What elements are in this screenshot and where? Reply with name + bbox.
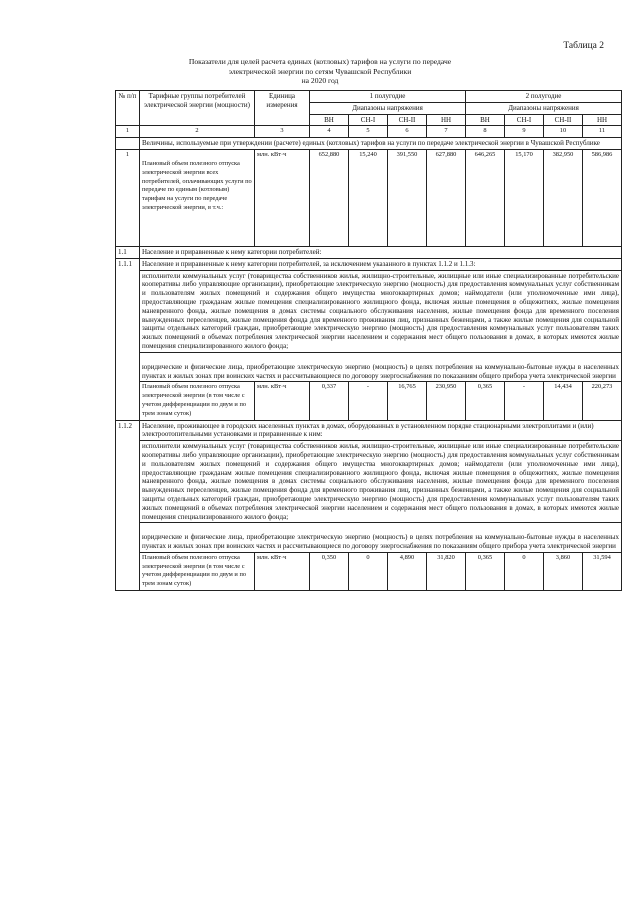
col-number: 9 [505,126,544,138]
value-cell: 4,890 [388,552,427,590]
title-line: на 2020 год [301,76,339,85]
value-cell: 15,170 [505,149,544,246]
value-cell: 0 [349,552,388,590]
row-num: 1 [116,149,140,246]
col-number: 7 [427,126,466,138]
value-cell: 0,337 [310,382,349,420]
row-unit: млн. кВт·ч [255,552,310,590]
row-unit: млн. кВт·ч [255,382,310,420]
header-level: СН-I [505,114,544,126]
row-label: Плановый объем полезного отпуска электрической энергии всех потребителей, оплачивающих услуги по передаче по единым (котловым) тарифам на услуги по передаче электрической энергии, в т.ч.: [140,149,255,246]
title-line: электрической энергии по сетям Чувашской Республики [228,66,412,76]
title-line: Показатели для целей расчета единых (котловых) тарифов на услуги по передаче [188,57,452,66]
value-cell: 586,986 [583,149,622,246]
row-unit: млн. кВт·ч [255,149,310,246]
value-cell: 31,820 [427,552,466,590]
description-paragraph: исполнители коммунальных услуг (товарищества собственников жилья, жилищно-строительные, жилищные или иные специализированные потребительские кооперативы либо управляющие организации), приобретающие электрическую энергию (мощность) для предоставления коммунальных услуг собственникам и пользователям жилых помещений и содержания общего имущества многоквартирных домов; наймодатели (или уполномоченные ими лица), предоставляющие гражданам жилые помещения специализированного жилищного фонда, включая жилые помещения в общежитиях, жилые помещения маневренного фонда, жилые помещения в домах системы социального обслуживания населения, жилые помещения фонда для временного поселения вынужденных переселенцев, жилые помещения фонда для временного проживания лиц, признанных беженцами, а также жилые помещения для социальной защиты отдельных категорий граждан, приобретающие электрическую энергию (мощность) для предоставления коммунальных услуг пользователям таких жилых помещений в объемах потребления электрической энергии населением и содержания мест общего пользования в домах, в которых имеются жилые помещения специализированного жилого фонда; [140,270,622,352]
header-level: СН-II [388,114,427,126]
col-number: 2 [140,126,255,138]
tariff-table [115,90,622,591]
description-paragraph: юридические и физические лица, приобретающие электрическую энергию (мощность) в целях потребления на коммунально-бытовые нужды в населенных пунктах и жилых зонах при воинских частях и рассчитывающиеся по договору энергоснабжения по показаниям общего прибора учета электрической энергии [140,523,622,553]
col-number: 4 [310,126,349,138]
col-number: 3 [255,126,310,138]
value-cell: 31,594 [583,552,622,590]
header-ranges: Диапазоны напряжения [310,102,466,114]
header-level: НН [427,114,466,126]
row-heading: Население и приравненные к нему категории потребителей: [140,246,622,258]
header-num: № п/п [116,91,140,126]
value-cell: 0,350 [310,552,349,590]
row-heading: Население и приравненные к нему категории потребителей, за исключением указанного в пунктах 1.1.2 и 1.1.3: [140,258,622,270]
value-cell: 646,265 [466,149,505,246]
empty-cell [116,138,140,150]
section-heading: Величины, используемые при утверждении (расчете) единых (котловых) тарифов на услуги по передаче электрической энергии в Чувашской Республике [140,138,622,150]
col-number: 5 [349,126,388,138]
value-cell: 230,950 [427,382,466,420]
value-cell: 16,765 [388,382,427,420]
header-level: ВН [310,114,349,126]
value-cell: 14,434 [544,382,583,420]
value-cell: 3,860 [544,552,583,590]
value-cell: 0,365 [466,382,505,420]
row-num: 1.1.1 [116,258,140,420]
col-number: 6 [388,126,427,138]
header-half2: 2 полугодие [466,91,622,103]
value-cell: 382,950 [544,149,583,246]
header-half1: 1 полугодие [310,91,466,103]
value-cell: - [349,382,388,420]
description-paragraph: исполнители коммунальных услуг (товарищества собственников жилья, жилищно-строительные, жилищные или иные специализированные потребительские кооперативы либо управляющие организации), приобретающие электрическую энергию (мощность) для предоставления коммунальных услуг собственникам и пользователям жилых помещений и содержания общего имущества многоквартирных домов; наймодатели (или уполномоченные ими лица), предоставляющие гражданам жилые помещения специализированного жилищного фонда, включая жилые помещения в общежитиях, жилые помещения маневренного фонда, жилые помещения в домах системы социального обслуживания населения, жилые помещения фонда для временного поселения вынужденных переселенцев, жилые помещения фонда для временного проживания лиц, признанных беженцами, а также жилые помещения для социальной защиты отдельных категорий граждан, приобретающие электрическую энергию (мощность) для предоставления коммунальных услуг пользователям таких жилых помещений в объемах потребления электрической энергии населением и содержания мест общего пользования в домах, в которых имеются жилые помещения специализированного жилого фонда; [140,441,622,523]
table-number: Таблица 2 [563,41,604,51]
row-num: 1.1.2 [116,420,140,591]
value-cell: 391,550 [388,149,427,246]
row-label: Плановый объем полезного отпуска электрической энергии (в том числе с учетом дифференциации по двум и по трем зонам суток) [140,552,255,590]
col-number: 10 [544,126,583,138]
value-cell: 0 [505,552,544,590]
value-cell: - [505,382,544,420]
row-heading: Население, проживающее в городских населенных пунктах в домах, оборудованных в установленном порядке стационарными электроплитами и (или) электроотопительными установками и приравненные к ним: [140,420,622,441]
description-paragraph: юридические и физические лица, приобретающие электрическую энергию (мощность) в целях потребления на коммунально-бытовые нужды в населенных пунктах и жилых зонах при воинских частях и рассчитывающиеся по договору энергоснабжения по показаниям общего прибора учета электрической энергии [140,352,622,382]
document-title [120,57,520,86]
header-level: ВН [466,114,505,126]
col-number: 8 [466,126,505,138]
row-label: Плановый объем полезного отпуска электрической энергии (в том числе с учетом дифференциации по двум и по трем зонам суток) [140,382,255,420]
value-cell: 627,880 [427,149,466,246]
value-cell: 652,880 [310,149,349,246]
col-number: 1 [116,126,140,138]
value-cell: 15,240 [349,149,388,246]
value-cell: 220,273 [583,382,622,420]
header-level: СН-II [544,114,583,126]
header-level: НН [583,114,622,126]
header-unit: Единица измерения [255,91,310,126]
header-ranges: Диапазоны напряжения [466,102,622,114]
row-num: 1.1 [116,246,140,258]
header-level: СН-I [349,114,388,126]
value-cell: 0,365 [466,552,505,590]
col-number: 11 [583,126,622,138]
header-group: Тарифные группы потребителей электрической энергии (мощности) [140,91,255,126]
